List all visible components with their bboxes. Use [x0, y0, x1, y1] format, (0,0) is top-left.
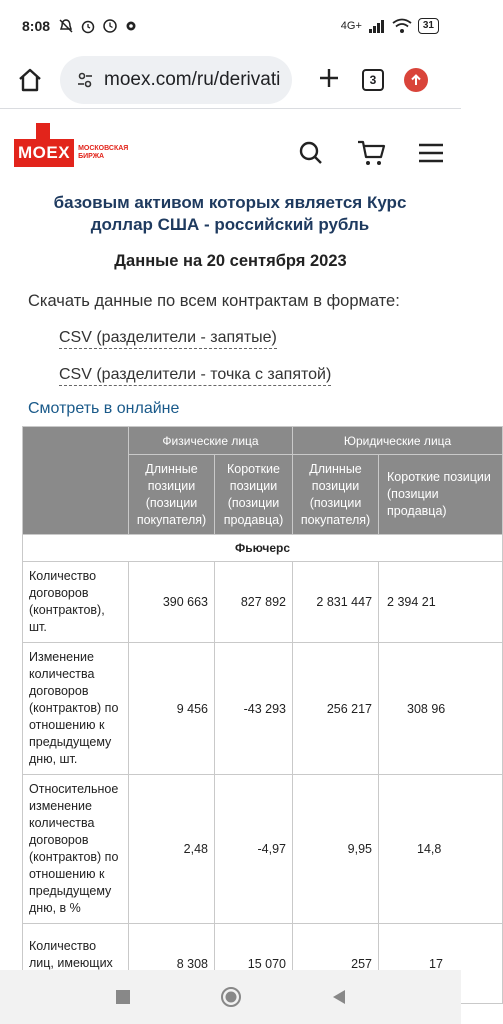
- positions-table-container[interactable]: [22, 426, 491, 971]
- status-time: 8:08: [22, 18, 51, 34]
- clock-icon: [102, 18, 118, 34]
- moex-logo[interactable]: [14, 139, 134, 167]
- table-cell: 9,95: [293, 775, 379, 924]
- battery-indicator: 31: [418, 18, 439, 34]
- back-triangle-icon: [331, 989, 347, 1005]
- recents-button[interactable]: [112, 986, 134, 1008]
- section-header-futures: Фьючерс: [23, 535, 503, 562]
- home-button[interactable]: [12, 62, 48, 98]
- plus-icon: [318, 67, 340, 89]
- table-cell: 256 217: [293, 643, 379, 775]
- positions-table: [22, 426, 503, 1004]
- subheader-short: Короткие позиции (позиции продавца): [215, 455, 293, 535]
- settings-icon: [124, 19, 138, 33]
- row-label: Относительное изменение количества договоров (контрактов) по отношению к предыдущему дню, в %: [23, 775, 129, 924]
- row-label: Количество договоров (контрактов), шт.: [23, 562, 129, 643]
- csv-comma-link[interactable]: CSV (разделители - запятые): [59, 329, 277, 349]
- status-bar: [0, 0, 461, 52]
- table-cell: 2 831 447: [293, 562, 379, 643]
- network-type: 4G+: [340, 20, 362, 32]
- table-cell: 390 663: [129, 562, 215, 643]
- logo-subtitle: МОСКОВСКАЯ БИРЖА: [78, 145, 129, 160]
- status-notification-icons: [58, 18, 138, 34]
- table-cell: 9 456: [129, 643, 215, 775]
- subheader-short: Короткие позиции (позиции продавца): [379, 455, 503, 535]
- table-row: [23, 562, 503, 643]
- site-header: [0, 118, 461, 188]
- home-nav-button[interactable]: [220, 986, 242, 1008]
- system-navigation-bar: [0, 970, 461, 1024]
- hamburger-menu-icon: [418, 142, 444, 164]
- search-button[interactable]: [295, 137, 327, 169]
- toolbar-divider: [0, 108, 461, 109]
- alarm-icon: [80, 18, 96, 34]
- page-content: [0, 188, 491, 971]
- table-cell: 257: [293, 924, 379, 1004]
- update-button[interactable]: [404, 68, 428, 92]
- search-icon: [298, 140, 324, 166]
- subheader-long: Длинные позиции (позиции покупателя): [129, 455, 215, 535]
- table-corner-header: [23, 427, 129, 535]
- table-cell: 2,48: [129, 775, 215, 924]
- back-button[interactable]: [328, 986, 350, 1008]
- header-actions: [295, 137, 447, 169]
- table-cell: -4,97: [215, 775, 293, 924]
- download-label: Скачать данные по всем контрактам в формате:: [28, 292, 400, 310]
- tab-switcher-button[interactable]: 3: [362, 69, 384, 91]
- csv-semicolon-link[interactable]: CSV (разделители - точка с запятой): [59, 366, 331, 386]
- square-icon: [115, 989, 131, 1005]
- signal-icon: [368, 19, 386, 33]
- page-title: базовым активом которых является Курс доллар США - российский рубль: [53, 193, 407, 234]
- table-cell: 2 394 21: [379, 562, 503, 643]
- group-header-legal-entities: Юридические лица: [293, 427, 503, 455]
- row-label: Изменение количества договоров (контрактов) по отношению к предыдущему дню, шт.: [23, 643, 129, 775]
- browser-toolbar: [0, 52, 461, 108]
- home-icon: [17, 67, 43, 93]
- new-tab-button[interactable]: [312, 63, 346, 97]
- table-cell: 827 892: [215, 562, 293, 643]
- table-row: [23, 775, 503, 924]
- site-info-icon[interactable]: [74, 69, 96, 91]
- circle-icon: [220, 986, 242, 1008]
- status-right: [341, 18, 439, 34]
- cart-button[interactable]: [355, 137, 387, 169]
- address-bar[interactable]: [60, 56, 292, 104]
- menu-button[interactable]: [415, 137, 447, 169]
- view-online-link[interactable]: Смотреть в онлайне: [28, 400, 180, 417]
- cart-icon: [356, 139, 386, 167]
- table-cell: 308 96: [379, 643, 503, 775]
- mute-icon: [58, 18, 74, 34]
- table-cell: 15 070: [215, 924, 293, 1004]
- wifi-icon: [392, 19, 412, 33]
- logo-mark: MOEX: [14, 139, 74, 167]
- row-label: Количество лиц, имеющих: [23, 924, 129, 1004]
- subheader-long: Длинные позиции (позиции покупателя): [293, 455, 379, 535]
- table-row: [23, 643, 503, 775]
- data-date: Данные на 20 сентября 2023: [114, 252, 347, 270]
- table-cell: 17: [379, 924, 503, 1004]
- arrow-up-icon: [409, 73, 423, 87]
- url-text: moex.com/ru/derivati: [104, 69, 281, 90]
- table-cell: 14,8: [379, 775, 503, 924]
- table-cell: -43 293: [215, 643, 293, 775]
- group-header-individuals: Физические лица: [129, 427, 293, 455]
- table-cell: 8 308: [129, 924, 215, 1004]
